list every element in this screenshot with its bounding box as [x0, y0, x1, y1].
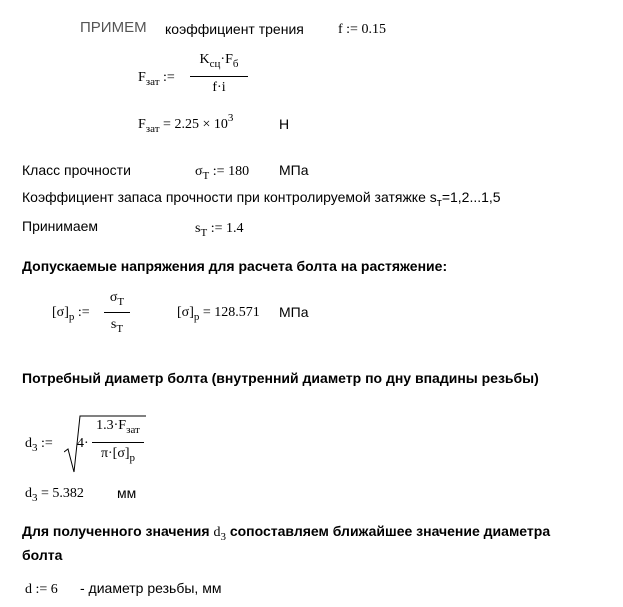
heading-compare-cont: болта [22, 547, 63, 563]
fzat-def-lhs: $F_{зат}$ := [138, 70, 175, 88]
sigma-value: $[\sigma]_p = 128.571$ [177, 305, 260, 323]
sigma-fraction: $\sigma_T$ $s_T$ [104, 290, 130, 338]
heading-compare: Для полученного значения $d_3$ сопоставляем ближайшее значение диаметра [22, 523, 551, 543]
d3-value: $d_3 = 5.382$ [25, 486, 84, 504]
friction-label: коэффициент трения [165, 21, 304, 37]
class-label: Класс прочности [22, 162, 131, 178]
d-final-formula: d := 6 [25, 582, 58, 597]
accept-label: ПРИМЕМ [80, 19, 147, 36]
d-final-note: - диаметр резьбы, мм [80, 580, 222, 596]
d3-fraction: $1.3\cdot F_{зат}$ $\pi\cdot[\sigma]_p$ [92, 418, 144, 470]
class-formula: $\sigma_T$ := 180 [195, 164, 250, 182]
d3-unit: мм [117, 485, 137, 501]
heading-required-diameter: Потребный диаметр болта (внутренний диаметр по дну впадины резьбы) [22, 370, 539, 386]
d3-def-lhs: $d_3$ := [25, 436, 53, 454]
heading-allowable-stress: Допускаемые напряжения для расчета болта на растяжение: [22, 258, 448, 274]
fzat-value: $F_{зат} = 2.25 \times 10^3$ [138, 112, 234, 135]
sigma-unit: МПа [279, 304, 309, 320]
accept2-label: Принимаем [22, 218, 99, 234]
safety-text: Коэффициент запаса прочности при контролируемой затяжке $s_т=1,2...1,5$ [22, 189, 501, 209]
friction-formula: f := 0.15 [338, 22, 386, 37]
d3-coef: 4· [77, 436, 89, 451]
fzat-unit: Н [279, 116, 290, 132]
fzat-fraction: $K_{сц}\cdot F_б$ f·i [190, 50, 248, 96]
accept2-formula: $s_T$ := 1.4 [195, 221, 244, 239]
sigma-def-lhs: $[\sigma]_p$ := [52, 305, 90, 323]
class-unit: МПа [279, 162, 309, 178]
